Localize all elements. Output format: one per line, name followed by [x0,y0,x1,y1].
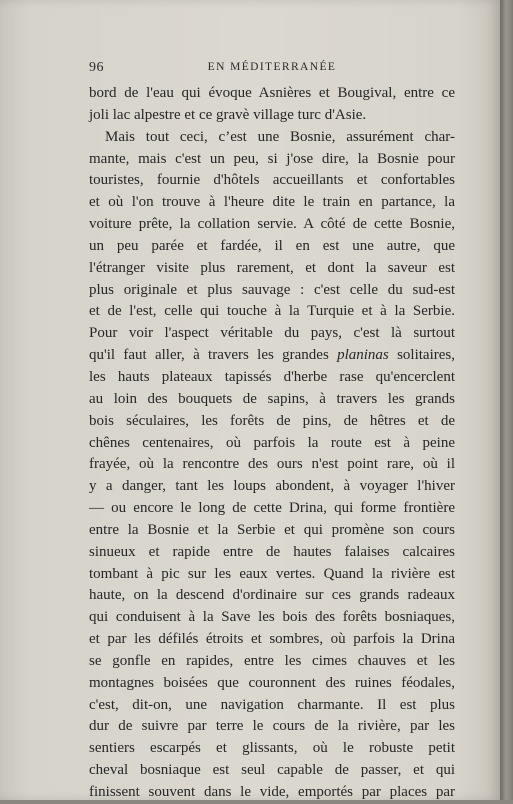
text-line: se gonfle en rapides, entre les cimes chauves et les [89,652,455,669]
text-line: dur de suivre par terre le cours de la rivière, par les [89,718,455,735]
text-line-content: Mais tout ceci, c’est une Bosnie, assurément char- [105,128,455,145]
text-line: et où l'on trouve à l'heure dite le train en partance, la [89,194,455,211]
text-line: et par les défilés étroits et sombres, où parfois la Drina [89,631,455,648]
text-line: sinueux et rapide entre de hautes falaises calcaires [89,543,455,560]
text-line: frayée, où la rencontre des ours n'est point rare, où il [89,456,455,473]
text-line: y a danger, tant les loups abondent, à voyager l'hiver [89,478,455,495]
page-number: 96 [89,60,104,75]
text-line: mante, mais c'est un peu, si j'ose dire, la Bosnie pour [89,150,455,167]
text-line: les hauts plateaux tapissés d'herbe rase qu'encerclent [89,368,455,385]
page-header [89,60,455,80]
text-line: tombant à pic sur les eaux vertes. Quand la rivière est [89,565,455,582]
text-line: chênes centenaires, où parfois la route est à peine [89,434,455,451]
text-line: plus originale et plus sauvage : c'est celle du sud-est [89,281,455,298]
text-line: Pour voir l'aspect véritable du pays, c'est là surtout [89,325,455,342]
text-line: au loin des bouquets de sapins, à travers les grands [89,390,455,407]
text-line: — ou encore le long de cette Drina, qui forme frontière [89,500,455,517]
text-line: et de l'est, celle qui touche à la Turquie et à la Serbie. [89,303,455,320]
body-text [89,83,455,804]
text-line: c'est, dit-on, une navigation charmante. Il est plus [89,696,455,713]
text-line [89,127,455,149]
text-line: sentiers escarpés et glissants, où le robuste petit [89,740,455,757]
book-edge [500,0,513,800]
text-line: bois séculaires, les forêts de pins, de hêtres et de [89,412,455,429]
text-line: haute, on la descend d'ordinaire sur ces grands radeaux [89,587,455,604]
text-line: touristes, fournie d'hôtels accueillants et confortables [89,172,455,189]
text-segment: qu'il faut aller, à travers les grandes [89,347,338,364]
text-line: un peu parée et fardée, il en est une autre, que [89,237,455,254]
text-line: cheval bosniaque est seul capable de passer, et qui [89,762,455,779]
text-line: entre la Bosnie et la Serbie et qui promène son cours [89,521,455,538]
running-title: EN MÉDITERRANÉE [207,61,337,73]
text-line: qui conduisent à la Save les bois des forêts bosniaques, [89,609,455,626]
text-segment: solitaires, [388,347,455,364]
text-line: bord de l'eau qui évoque Asnières et Bougival, entre ce [89,85,455,101]
text-line: finissent souvent dans le vide, emportés par places par [89,784,455,800]
text-line: l'étranger visite plus rarement, et dont la saveur est [89,259,455,276]
text-line: joli lac alpestre et ce gravè village turc d'Asie. [89,106,367,123]
text-line: montagnes boisées que couronnent des ruines féodales, [89,674,455,691]
text-line [89,345,455,367]
italic-word: planinas [337,347,389,364]
text-line: voiture prête, la collation servie. A côté de cette Bosnie, [89,216,455,233]
